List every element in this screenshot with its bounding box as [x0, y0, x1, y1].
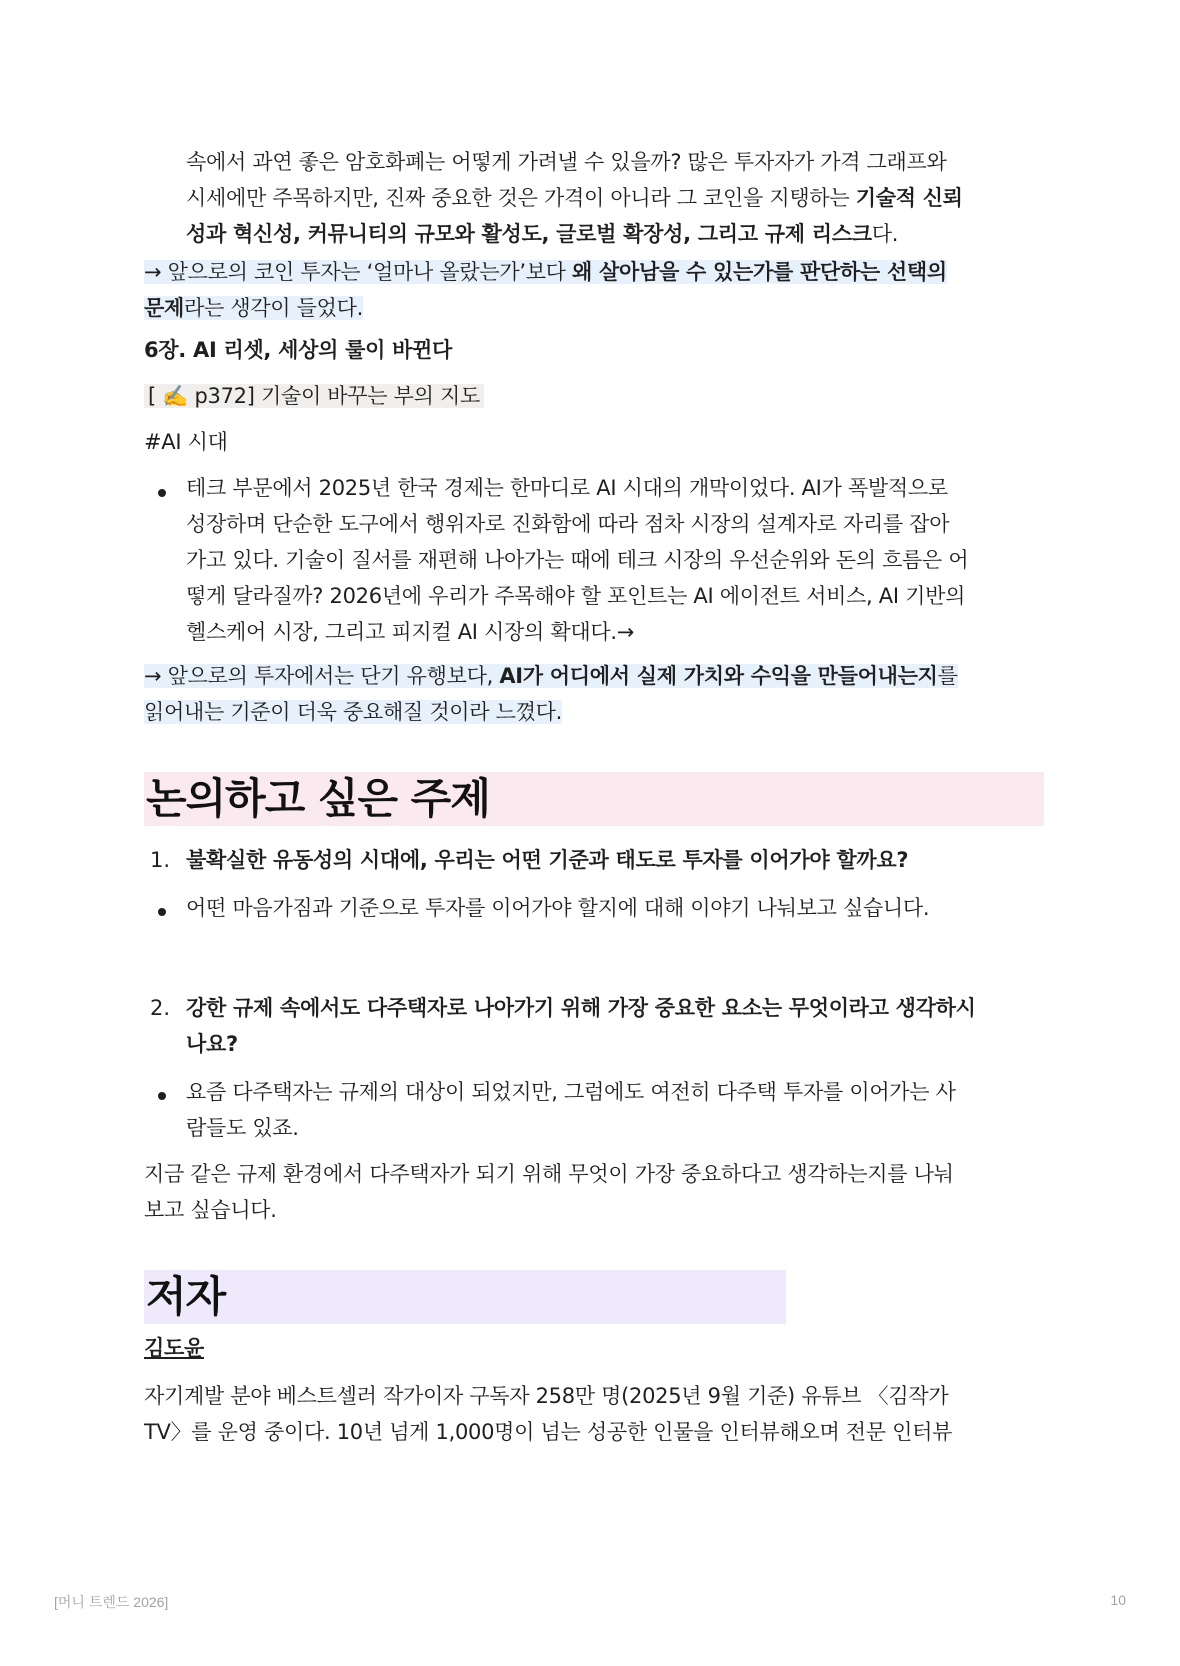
- question-text: 불확실한 유동성의 시대에, 우리는 어떤 기준과 태도로 투자를 이어가야 할까요?: [186, 848, 909, 872]
- paragraph-line: TV〉를 운영 중이다. 10년 넘게 1,000명이 넘는 성공한 인물을 인터뷰해오며 전문 인터뷰: [144, 1420, 953, 1444]
- question-1-detail: 어떤 마음가짐과 기준으로 투자를 이어가야 할지에 대해 이야기 나눠보고 싶습니다.: [186, 896, 930, 920]
- quote-chip: [ ✍️ p372] 기술이 바꾸는 부의 지도: [144, 384, 484, 408]
- highlight: [144, 664, 958, 688]
- reflection-note-ai: [144, 658, 1044, 730]
- question-text: 강한 규제 속에서도 다주택자로 나아가기 위해 가장 중요한 요소는 무엇이라고 생각하시: [186, 996, 976, 1020]
- bullet-line: 가고 있다. 기술이 질서를 재편해 나아가는 때에 테크 시장의 우선순위와 돈의 흐름은 어: [186, 548, 969, 572]
- text: 다.: [871, 222, 899, 246]
- chapter-summary-bullet: [186, 470, 1044, 650]
- page-number: 10: [1110, 1592, 1126, 1608]
- bold-text: 문제: [144, 296, 184, 320]
- question-2-closing: [144, 1156, 1044, 1228]
- paragraph-line: 자기계발 분야 베스트셀러 작가이자 구독자 258만 명(2025년 9월 기준) 유튜브 〈김작가: [144, 1384, 949, 1408]
- bold-text: 왜 살아남을 수 있는가를 판단하는 선택의: [572, 260, 947, 284]
- bullet-dot: [158, 489, 166, 497]
- text: 읽어내는 기준이 더욱 중요해질 것이라 느꼈다.: [144, 700, 562, 724]
- hashtag: #AI 시대: [144, 430, 228, 454]
- text: 라는 생각이 들었다.: [183, 296, 363, 320]
- author-bio: [144, 1378, 1044, 1450]
- crypto-paragraph: [186, 144, 1044, 252]
- author-name: [144, 1330, 1044, 1366]
- question-number: 1.: [150, 848, 171, 872]
- bullet-line: 성장하며 단순한 도구에서 행위자로 진화함에 따라 점차 시장의 설계자로 자리를 잡아: [186, 512, 950, 536]
- bullet-line: 요즘 다주택자는 규제의 대상이 되었지만, 그럼에도 여전히 다주택 투자를 이어가는 사: [186, 1080, 956, 1104]
- paragraph-line: [186, 216, 1044, 252]
- paragraph-line: 지금 같은 규제 환경에서 다주택자가 되기 위해 무엇이 가장 중요하다고 생각하는지를 나눠: [144, 1162, 954, 1186]
- author-name-text: 김도윤: [144, 1336, 204, 1360]
- paragraph-line: [186, 180, 1044, 216]
- question-text: 나요?: [186, 1032, 238, 1056]
- question-2-detail: [186, 1074, 1044, 1146]
- text: → 앞으로의 코인 투자는 ‘얼마나 올랐는가’보다: [144, 260, 573, 284]
- paragraph-line: 보고 싶습니다.: [144, 1198, 277, 1222]
- text: 를: [937, 664, 958, 688]
- bullet-line: 헬스케어 시장, 그리고 피지컬 AI 시장의 확대다.→: [186, 620, 635, 644]
- bullet-line: 테크 부문에서 2025년 한국 경제는 한마디로 AI 시대의 개막이었다. AI가 폭발적으로: [186, 476, 948, 500]
- quote-reference: [144, 378, 1044, 414]
- text: → 앞으로의 투자에서는 단기 유행보다,: [144, 664, 500, 688]
- reflection-note-crypto: [144, 254, 1044, 326]
- bullet-dot: [158, 908, 166, 916]
- chapter-title: [144, 332, 1044, 368]
- bold-text: 기술적 신뢰: [855, 186, 963, 210]
- highlight: [144, 260, 947, 284]
- chapter-title-text: 6장. AI 리셋, 세상의 룰이 바뀐다: [144, 338, 453, 362]
- bold-text: AI가 어디에서 실제 가치와 수익을 만들어내는지: [499, 664, 938, 688]
- footer-title: [머니 트렌드 2026]: [54, 1594, 169, 1610]
- bullet-dot: [158, 1092, 166, 1100]
- question-1: [186, 842, 1044, 878]
- text: 시세에만 주목하지만, 진짜 중요한 것은 가격이 아니라 그 코인을 지탱하는: [186, 186, 856, 210]
- highlight: [144, 700, 562, 724]
- question-number: 2.: [150, 996, 171, 1020]
- bold-text: 성과 혁신성, 커뮤니티의 규모와 활성도, 글로벌 확장성, 그리고 규제 리스크: [186, 222, 872, 246]
- text: 속에서 과연 좋은 암호화폐는 어떻게 가려낼 수 있을까? 많은 투자자가 가격 그래프와: [186, 150, 947, 174]
- bullet-line: 람들도 있죠.: [186, 1116, 299, 1140]
- paragraph-line: [186, 144, 1044, 180]
- question-2: [186, 990, 1044, 1062]
- highlight: [144, 296, 363, 320]
- author-heading: 저자: [144, 1270, 786, 1324]
- bullet-line: 떻게 달라질까? 2026년에 우리가 주목해야 할 포인트는 AI 에이전트 서비스, AI 기반의: [186, 584, 966, 608]
- discussion-heading: 논의하고 싶은 주제: [144, 772, 1044, 826]
